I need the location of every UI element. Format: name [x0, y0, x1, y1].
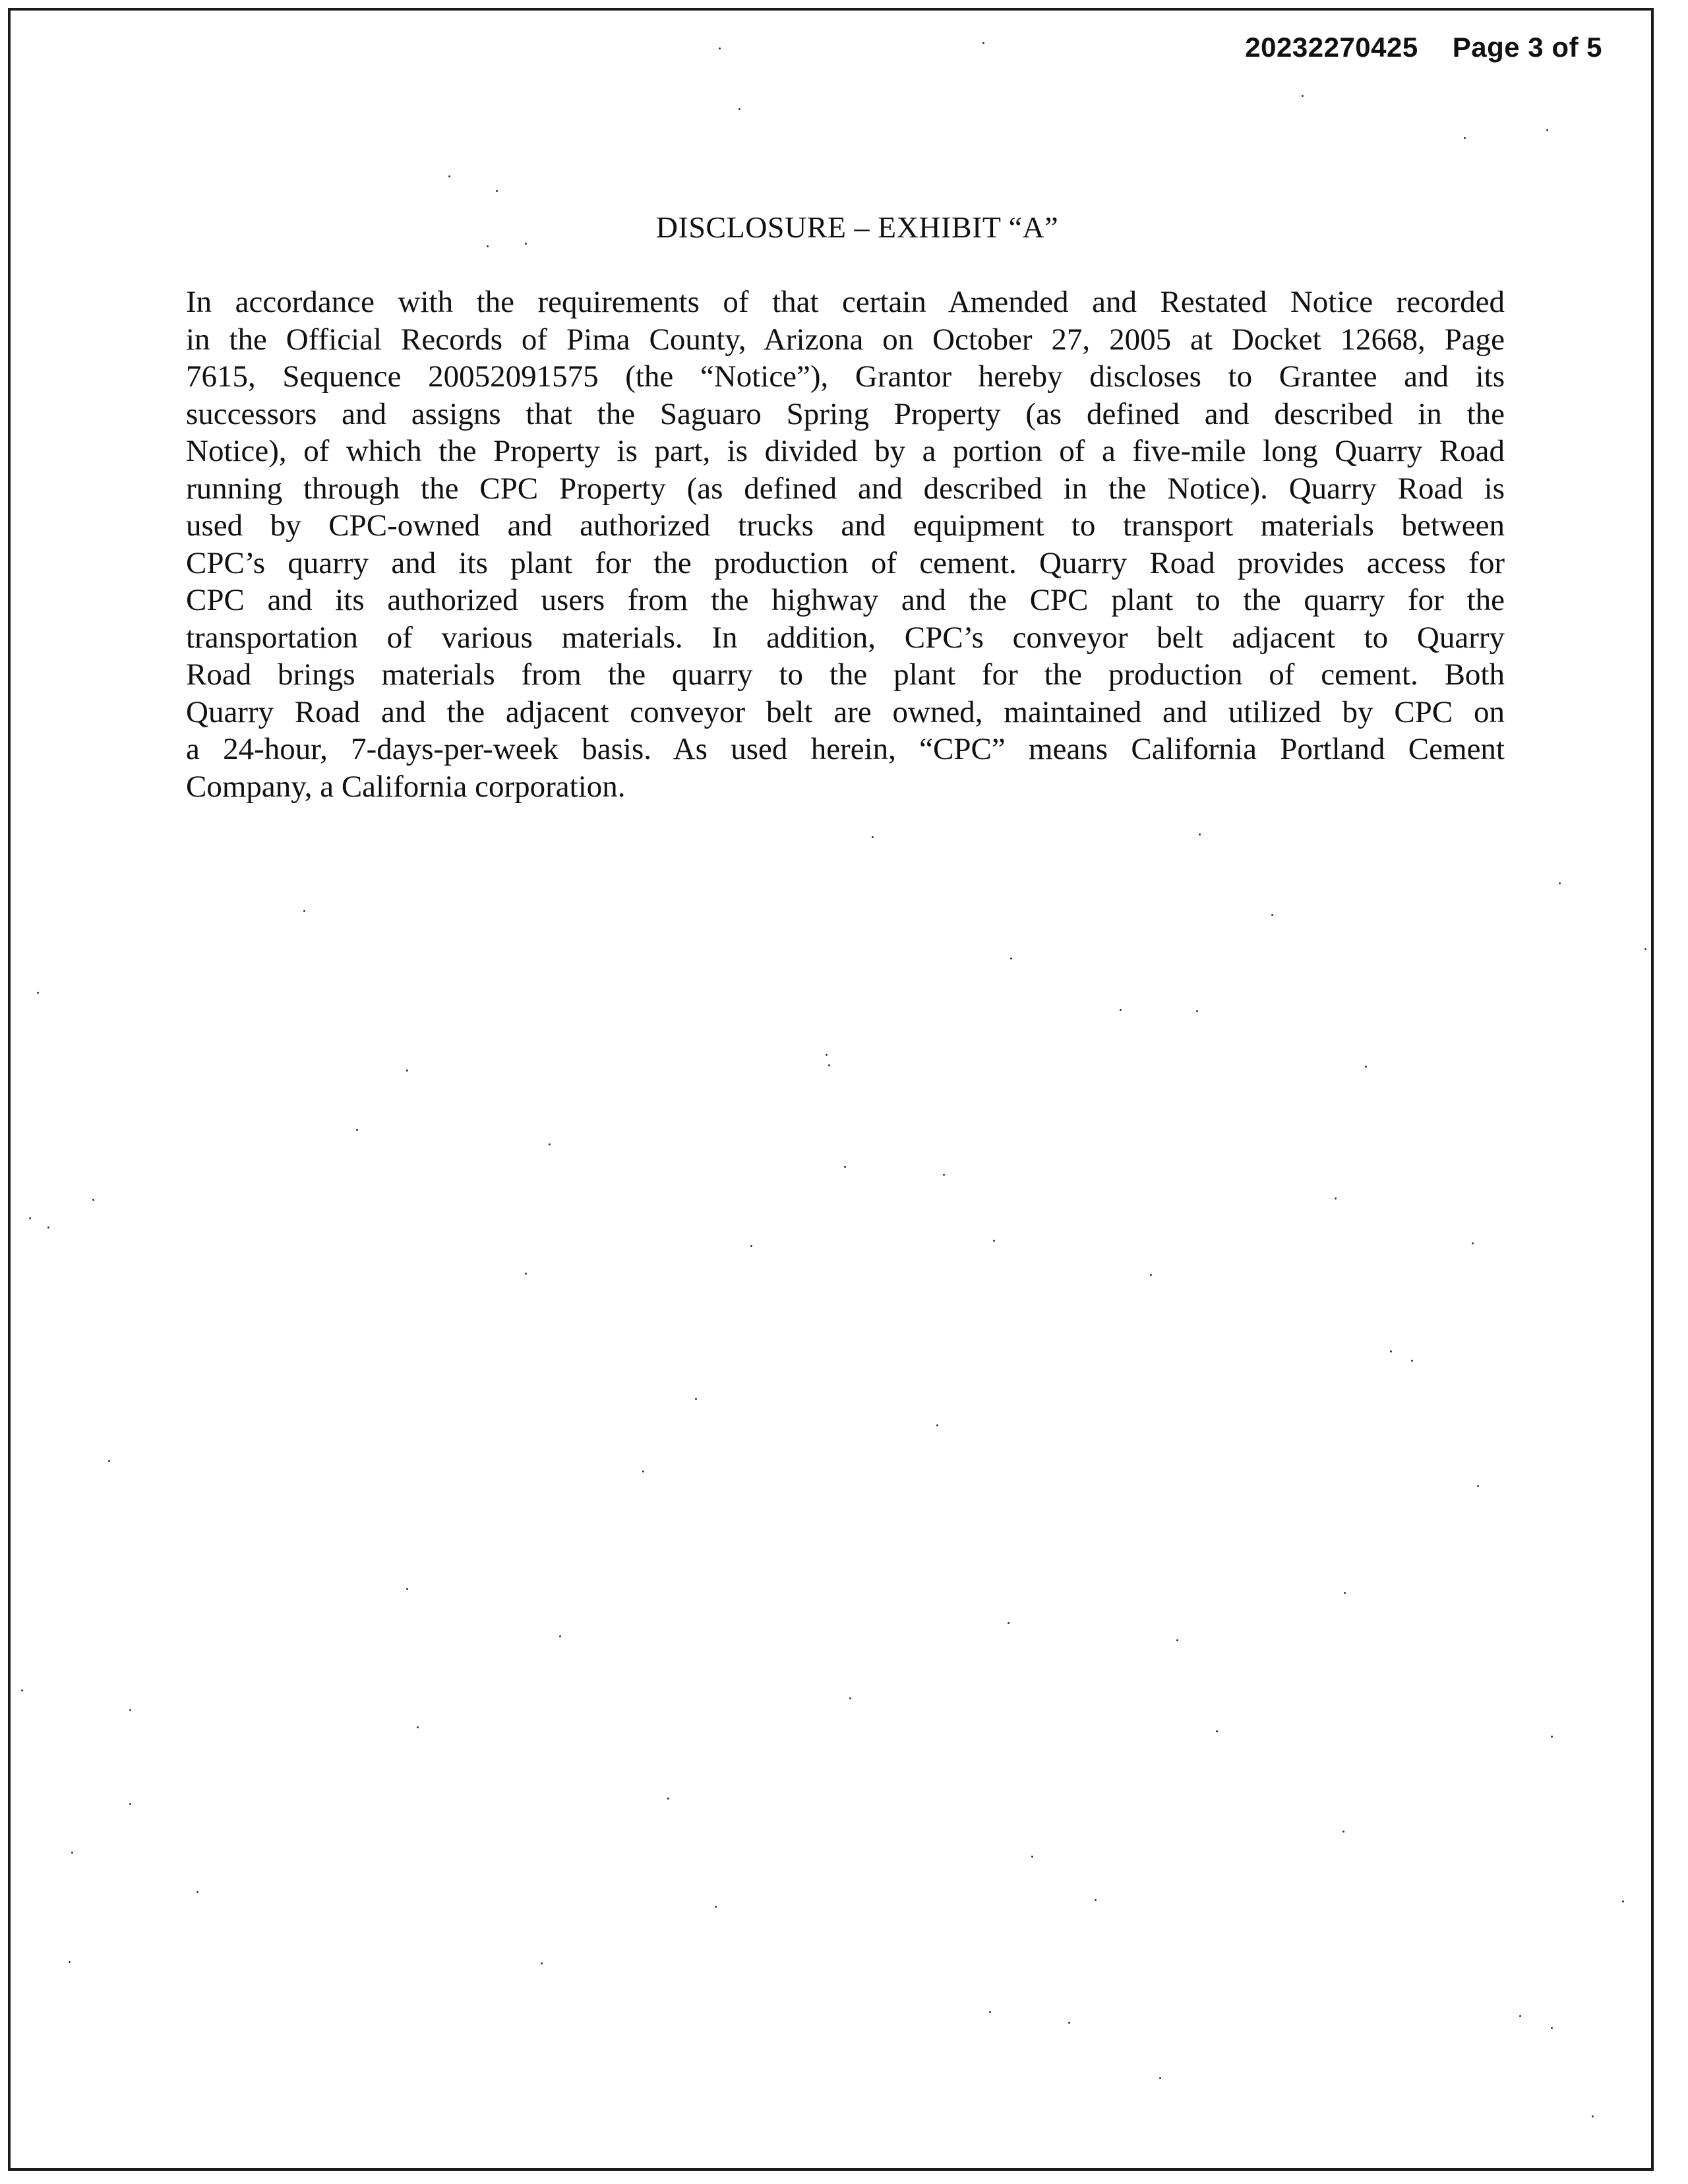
- scan-speck: [356, 1129, 358, 1131]
- scan-speck: [1216, 1730, 1218, 1732]
- paragraph-line: CPC’s quarry and its plant for the production of cement. Quarry Road provides access for: [186, 545, 1505, 580]
- paragraph-line: a 24-hour, 7-days-per-week basis. As used herein, “CPC” means California Portland Cement: [186, 732, 1505, 766]
- page-number: Page 3 of 5: [1452, 32, 1602, 63]
- paragraph-line: Notice), of which the Property is part, is divided by a portion of a five-mile long Quarry Road: [186, 434, 1505, 468]
- scan-speck: [1335, 1198, 1337, 1199]
- paragraph-line: in the Official Records of Pima County, Arizona on October 27, 2005 at Docket 12668, Page: [186, 322, 1505, 357]
- paragraph-line: transportation of various materials. In addition, CPC’s conveyor belt adjacent to Quarry: [186, 620, 1505, 655]
- scan-speck: [1477, 1485, 1479, 1487]
- scan-speck: [1271, 914, 1273, 916]
- scan-speck: [1010, 957, 1012, 959]
- scan-speck: [828, 1064, 830, 1066]
- scan-speck: [406, 1588, 408, 1590]
- scan-speck: [943, 1174, 945, 1176]
- scan-speck: [92, 1199, 94, 1201]
- scan-speck: [406, 1070, 408, 1072]
- scan-speck: [108, 1460, 110, 1462]
- scan-speck: [844, 1166, 846, 1168]
- scan-speck: [1472, 1242, 1474, 1244]
- scan-speck: [719, 47, 721, 49]
- scan-speck: [1559, 882, 1561, 884]
- scan-speck: [826, 1054, 828, 1056]
- recording-stamp: [1245, 32, 1602, 63]
- scan-speck: [1365, 1066, 1367, 1068]
- paragraph-line: successors and assigns that the Saguaro Spring Property (as defined and described in the: [186, 396, 1505, 431]
- scan-speck: [21, 1689, 23, 1691]
- scan-speck: [1546, 129, 1548, 131]
- paragraph-line: In accordance with the requirements of that certain Amended and Restated Notice recorded: [186, 285, 1505, 319]
- paragraph-line: Company, a California corporation.: [186, 769, 626, 804]
- scan-speck: [129, 1709, 131, 1711]
- scan-speck: [1644, 948, 1646, 950]
- scan-speck: [750, 1245, 752, 1247]
- scan-speck: [1551, 2027, 1553, 2029]
- scan-speck: [196, 1891, 198, 1893]
- scan-speck: [738, 108, 740, 110]
- scan-speck: [1519, 2015, 1521, 2017]
- scan-speck: [525, 243, 527, 245]
- scan-speck: [1551, 1736, 1553, 1738]
- scan-speck: [849, 1697, 851, 1699]
- scan-speck: [1344, 1592, 1346, 1594]
- scan-speck: [1159, 2077, 1161, 2079]
- scan-speck: [559, 1635, 561, 1637]
- scan-speck: [417, 1726, 419, 1728]
- document-number: 20232270425: [1245, 32, 1418, 63]
- paragraph-line: CPC and its authorized users from the highway and the CPC plant to the quarry for the: [186, 583, 1505, 617]
- scan-speck: [872, 836, 874, 838]
- scan-speck: [1008, 1622, 1010, 1624]
- paragraph-line: Road brings materials from the quarry to the plant for the production of cement. Both: [186, 657, 1505, 692]
- scan-speck: [1199, 834, 1201, 835]
- scan-speck: [303, 910, 305, 912]
- scan-speck: [129, 1803, 131, 1805]
- scan-speck: [448, 175, 450, 177]
- scan-speck: [69, 1961, 71, 1963]
- scan-speck: [541, 1962, 543, 1964]
- scan-speck: [1120, 1009, 1122, 1011]
- disclosure-paragraph: [186, 284, 1505, 805]
- scan-speck: [695, 1398, 697, 1400]
- scan-speck: [1464, 137, 1466, 139]
- scan-speck: [1150, 1274, 1152, 1276]
- scan-speck: [1622, 1900, 1624, 1902]
- scan-speck: [1068, 2022, 1070, 2024]
- scan-speck: [1176, 1639, 1178, 1641]
- scan-speck: [993, 1240, 995, 1242]
- scan-speck: [549, 1143, 551, 1145]
- exhibit-title: DISCLOSURE – EXHIBIT “A”: [655, 210, 1059, 244]
- scan-speck: [47, 1227, 49, 1228]
- scan-speck: [1411, 1360, 1413, 1362]
- scan-speck: [715, 1906, 717, 1908]
- paragraph-line: used by CPC-owned and authorized trucks and equipment to transport materials between: [186, 508, 1505, 543]
- paragraph-line: running through the CPC Property (as defined and described in the Notice). Quarry Road is: [186, 471, 1505, 506]
- scan-speck: [71, 1852, 73, 1854]
- scan-speck: [642, 1471, 644, 1472]
- paragraph-line: Quarry Road and the adjacent conveyor belt are owned, maintained and utilized by CPC on: [186, 694, 1505, 729]
- scan-speck: [1592, 2115, 1594, 2117]
- scan-speck: [667, 1798, 669, 1800]
- scan-speck: [936, 1424, 938, 1426]
- scan-speck: [487, 245, 489, 247]
- scan-speck: [1031, 1856, 1033, 1858]
- scan-speck: [982, 42, 984, 44]
- paragraph-line: 7615, Sequence 20052091575 (the “Notice”), Grantor hereby discloses to Grantee and its: [186, 359, 1505, 394]
- scan-speck: [37, 992, 39, 994]
- scan-speck: [1390, 1350, 1392, 1352]
- scan-speck: [525, 1273, 527, 1275]
- scan-speck: [1342, 1831, 1344, 1833]
- scan-speck: [496, 190, 498, 192]
- scan-speck: [1095, 1899, 1097, 1901]
- scan-speck: [1302, 95, 1304, 97]
- scan-speck: [1196, 1010, 1198, 1012]
- scan-speck: [29, 1217, 31, 1219]
- scan-speck: [989, 2011, 991, 2013]
